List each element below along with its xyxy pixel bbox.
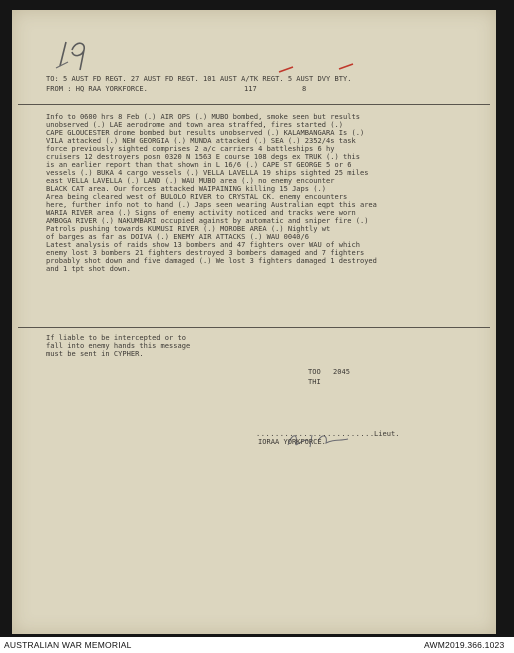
cypher-warning-line: fall into enemy hands this message bbox=[46, 341, 191, 350]
body-line: VILA attacked (.) NEW GEORGIA (.) MUNDA attacked (.) SEA (.) 2352/4s task bbox=[46, 136, 356, 145]
signature-rank: Lieut. bbox=[374, 429, 400, 438]
body-line: probably shot down and five damaged (.) We lost 3 fighters damaged 1 destroyed bbox=[46, 256, 377, 265]
too-label: TOO bbox=[308, 367, 321, 376]
too-time: 2045 bbox=[333, 367, 350, 376]
thi-label: THI bbox=[308, 377, 321, 386]
body-line: CAPE GLOUCESTER drome bombed but results unobserved (.) KALAMBANGARA Is (.) bbox=[46, 128, 365, 137]
pencil-number-mark-icon bbox=[54, 36, 94, 72]
reference-number: 117 bbox=[244, 84, 257, 93]
body-line: Area being cleared west of BULOLO RIVER to CRYSTAL CK. enemy encounters bbox=[46, 192, 348, 201]
copy-number: 8 bbox=[302, 84, 307, 93]
message-form-sheet bbox=[12, 10, 496, 634]
body-line: and 1 tpt shot down. bbox=[46, 264, 131, 273]
body-line: cruisers 12 destroyers posn 0320 N 1563 E course 108 degs ex TRUK (.) this bbox=[46, 152, 360, 161]
archive-accession-number: AWM2019.366.1023 bbox=[424, 640, 505, 650]
body-line: of barges as far as DOIVA (.) ENEMY AIR ATTACKS (.) WAU 0040/6 bbox=[46, 232, 310, 241]
body-line: Latest analysis of raids show 13 bombers and 47 fighters over WAU of which bbox=[46, 240, 360, 249]
cypher-warning-line: If liable to be intercepted or to bbox=[46, 333, 187, 342]
body-line: east VELLA LAVELLA (.) LAND (.) WAU MUBO area (.) no enemy encounter bbox=[46, 176, 335, 185]
body-line: here, further info not to hand (.) Japs seen wearing Australian eqpt this area bbox=[46, 200, 377, 209]
red-tick-mark-icon bbox=[337, 61, 357, 71]
from-line: FROM : HQ RAA YORKFORCE. bbox=[46, 84, 148, 93]
to-line: TO: 5 AUST FD REGT. 27 AUST FD REGT. 101 AUST A/TK REGT. 5 AUST DVY BTY. bbox=[46, 74, 352, 83]
body-line: force previously sighted comprises 2 a/c carriers 4 battleships 6 hy bbox=[46, 144, 335, 153]
body-line: Patrols pushing towards KUMUSI RIVER (.) MOROBE AREA (.) Nightly wt bbox=[46, 224, 331, 233]
signature-unit: IORAA YORKFORCE. bbox=[258, 437, 326, 446]
archive-credit: AUSTRALIAN WAR MEMORIAL bbox=[4, 640, 132, 650]
body-line: AMBOGA RIVER (.) NAKUMBARI occupied against by automatic and sniper fire (.) bbox=[46, 216, 369, 225]
body-divider bbox=[18, 327, 490, 328]
body-line: WARIA RIVER area (.) Signs of enemy activity noticed and tracks were worn bbox=[46, 208, 356, 217]
body-line: vessels (.) BUKA 4 cargo vessels (.) VELLA LAVELLA 19 ships sighted 25 miles bbox=[46, 168, 369, 177]
body-line: BLACK CAT area. Our forces attacked WAIPAINING killing 15 Japs (.) bbox=[46, 184, 327, 193]
body-line: unobserved (.) LAE aerodrome and town area straffed, fires started (.) bbox=[46, 120, 343, 129]
cypher-warning-line: must be sent in CYPHER. bbox=[46, 349, 144, 358]
body-line: enemy lost 3 bombers 21 fighters destroyed 3 bombers damaged and 7 fighters bbox=[46, 248, 365, 257]
body-line: is an earlier report than that shown in L 16/6 (.) CAPE ST GEORGE 5 or 6 bbox=[46, 160, 352, 169]
body-line: Info to 0600 hrs 8 Feb (.) AIR OPS (.) MUBO bombed, smoke seen but results bbox=[46, 112, 360, 121]
header-divider bbox=[18, 104, 490, 105]
signature-dotted-line: ......................... bbox=[256, 429, 375, 438]
red-tick-mark-icon bbox=[277, 64, 297, 74]
